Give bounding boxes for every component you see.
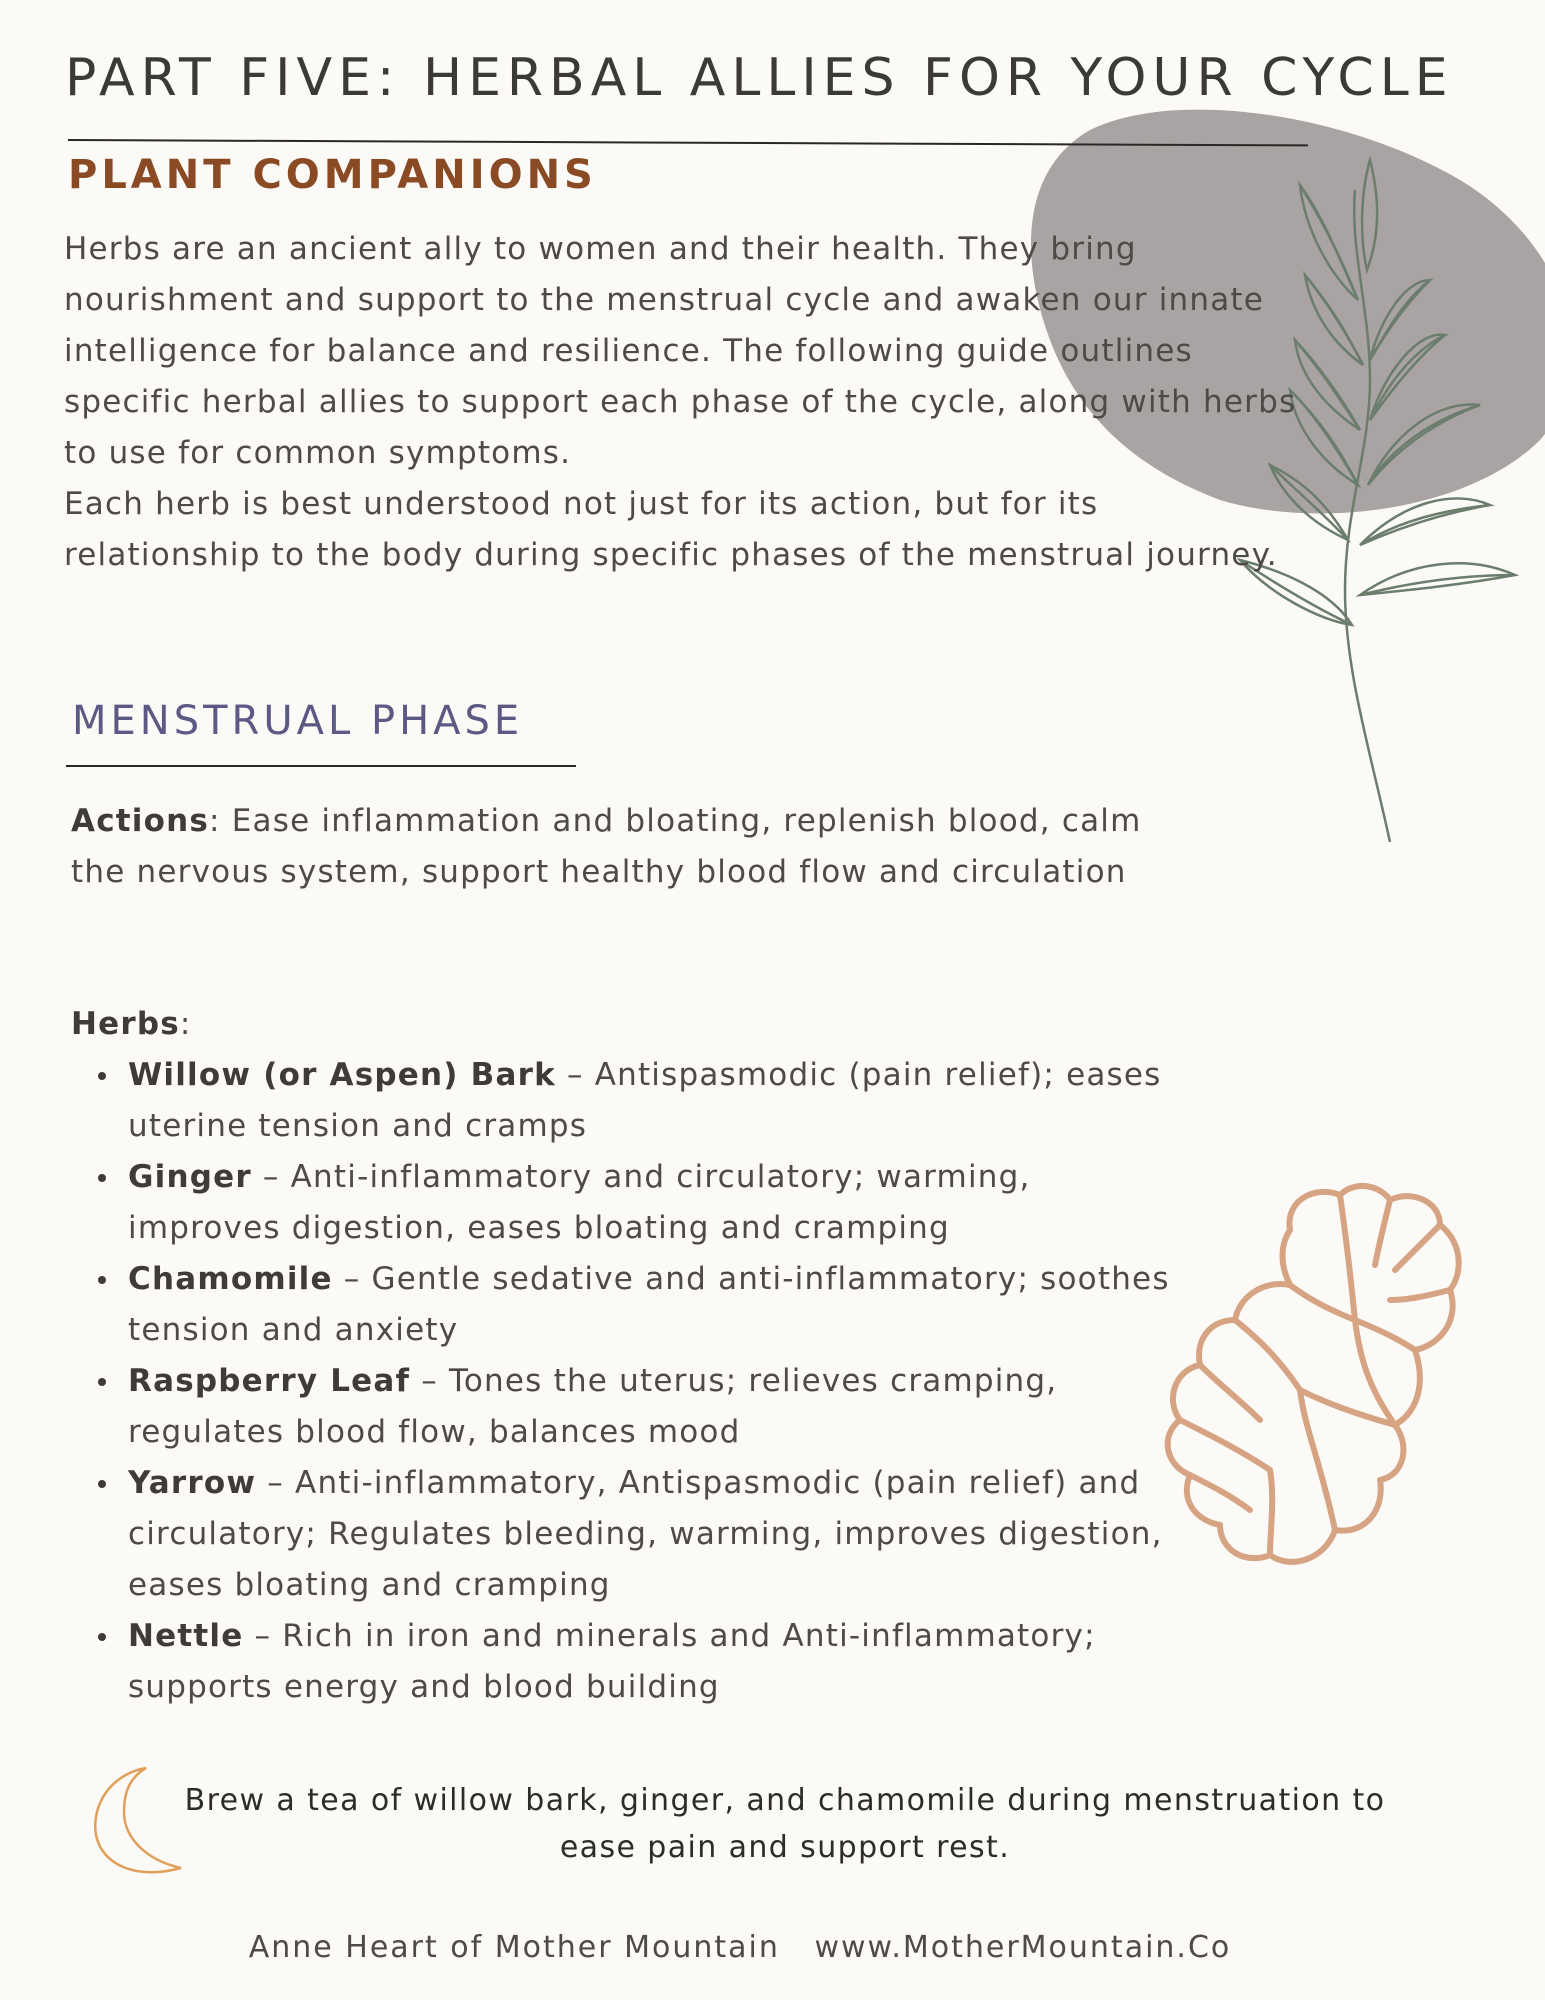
- herbs-label: Herbs: [71, 1006, 180, 1042]
- herb-description: – Anti-inflammatory and circulatory; warming, improves digestion, eases bloating and cramping: [128, 1159, 1031, 1246]
- actions-text: : Ease inflammation and bloating, replenish blood, calm the nervous system, support healthy blood flow and circulation: [71, 803, 1142, 890]
- phase-heading: MENSTRUAL PHASE: [72, 698, 524, 744]
- tea-tip: Brew a tea of willow bark, ginger, and chamomile during menstruation to ease pain and support rest.: [184, 1783, 1386, 1865]
- herb-name: Chamomile: [128, 1261, 333, 1297]
- herbs-heading: [71, 999, 192, 1050]
- page-title: PART FIVE: HERBAL ALLIES FOR YOUR CYCLE: [65, 48, 1454, 108]
- list-item: [96, 1611, 1176, 1713]
- actions-paragraph: [71, 796, 1181, 898]
- herbs-colon: :: [179, 1006, 192, 1042]
- footer-website-link[interactable]: www.MotherMountain.Co: [814, 1930, 1232, 1965]
- list-item: [96, 1356, 1176, 1458]
- herb-description: – Tones the uterus; relieves cramping, regulates blood flow, balances mood: [128, 1363, 1058, 1450]
- intro-text: [64, 224, 1304, 581]
- section-subtitle: PLANT COMPANIONS: [68, 152, 597, 198]
- herb-name: Yarrow: [128, 1465, 257, 1501]
- herb-description: – Antispasmodic (pain relief); eases uterine tension and cramps: [128, 1057, 1162, 1144]
- herb-description: – Rich in iron and minerals and Anti-inflammatory; supports energy and blood building: [128, 1618, 1096, 1705]
- footer-author: Anne Heart of Mother Mountain: [248, 1930, 780, 1965]
- herb-list: [96, 1050, 1176, 1713]
- list-item: [96, 1458, 1176, 1611]
- actions-label: Actions: [71, 803, 210, 839]
- herb-name: Raspberry Leaf: [128, 1363, 411, 1399]
- herb-name: Ginger: [128, 1159, 252, 1195]
- intro-paragraph-1: Herbs are an ancient ally to women and their health. They bring nourishment and support to the menstrual cycle and awaken our innate intelligence for balance and resilience. The following guide outlines specific herbal allies to support each phase of the cycle, along with herbs to use for common symptoms.: [64, 231, 1297, 471]
- list-item: [96, 1050, 1176, 1152]
- herb-description: – Anti-inflammatory, Antispasmodic (pain relief) and circulatory; Regulates bleeding, warming, improves digestion, eases bloating and cramping: [128, 1465, 1163, 1603]
- intro-paragraph-2: Each herb is best understood not just for its action, but for its relationship to the body during specific phases of the menstrual journey.: [64, 486, 1278, 573]
- phase-divider: [66, 765, 576, 767]
- ginger-root-illustration: [1140, 1170, 1520, 1590]
- herb-name: Nettle: [128, 1618, 244, 1654]
- list-item: [96, 1254, 1176, 1356]
- list-item: [96, 1152, 1176, 1254]
- herb-name: Willow (or Aspen) Bark: [128, 1057, 556, 1093]
- herb-description: – Gentle sedative and anti-inflammatory; soothes tension and anxiety: [128, 1261, 1170, 1348]
- footer: [0, 1930, 1480, 1965]
